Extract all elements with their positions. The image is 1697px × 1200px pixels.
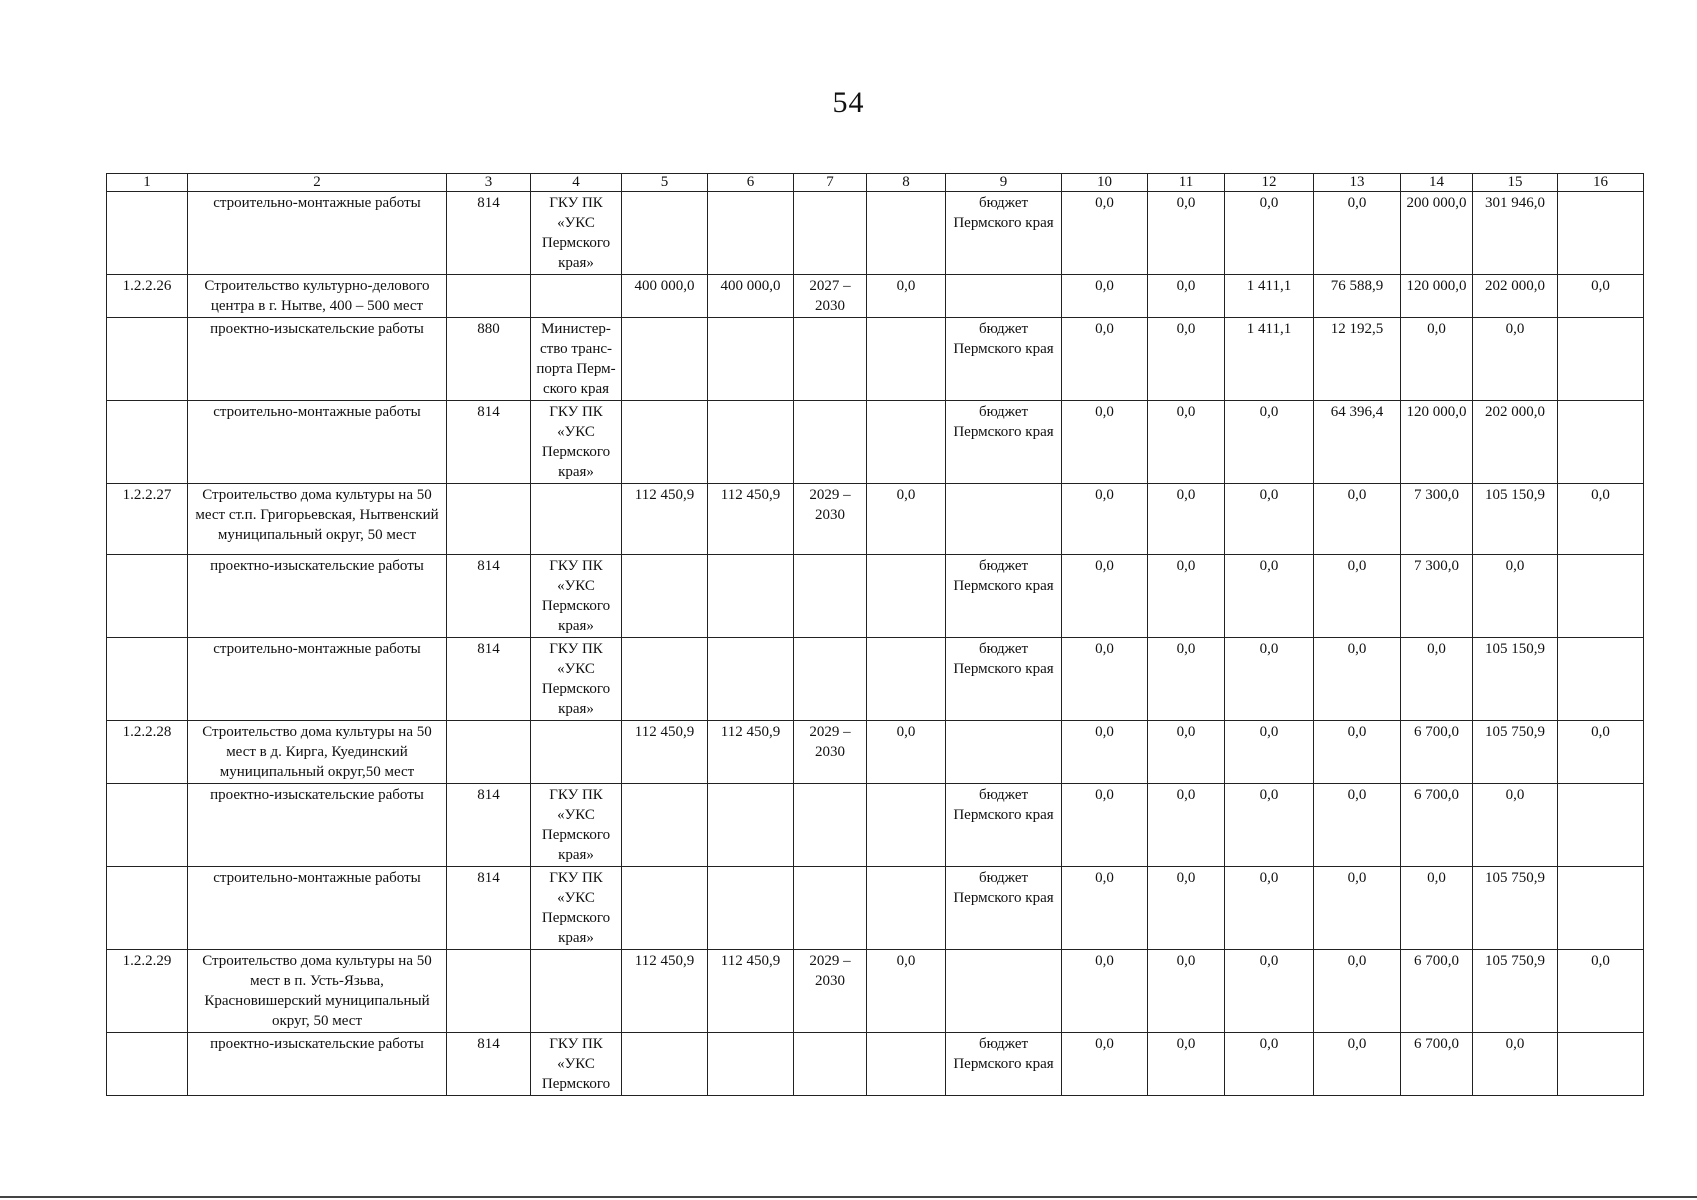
budget-table-container (106, 173, 1644, 1096)
cell-y2022: 0,0 (1062, 555, 1148, 638)
column-number-9: 9 (946, 174, 1062, 192)
cell-y2024: 0,0 (1225, 484, 1314, 555)
cell-name: проектно-изыскательские работы (188, 555, 447, 638)
cell-period (794, 401, 867, 484)
cell-y2025: 64 396,4 (1314, 401, 1401, 484)
cell-period (794, 784, 867, 867)
cell-cost-total: 400 000,0 (622, 275, 708, 318)
cell-name: проектно-изыскательские работы (188, 1033, 447, 1096)
cell-y2026: 0,0 (1401, 867, 1473, 950)
column-number-8: 8 (867, 174, 946, 192)
cell-source: бюджет Пермского края (946, 401, 1062, 484)
cell-y2027: 301 946,0 (1473, 192, 1558, 275)
cell-y2022: 0,0 (1062, 401, 1148, 484)
column-number-1: 1 (107, 174, 188, 192)
cell-grbs (447, 721, 531, 784)
cell-period (794, 192, 867, 275)
cell-y2026: 0,0 (1401, 638, 1473, 721)
cell-y2028: 0,0 (1558, 721, 1644, 784)
table-row (107, 784, 1644, 867)
cell-executor: ГКУ ПК «УКС Пермского края» (531, 192, 622, 275)
cell-grbs: 814 (447, 555, 531, 638)
cell-cost-total: 112 450,9 (622, 484, 708, 555)
cell-y2024: 0,0 (1225, 867, 1314, 950)
cell-code (107, 555, 188, 638)
cell-y2024: 1 411,1 (1225, 318, 1314, 401)
cell-source (946, 484, 1062, 555)
column-number-7: 7 (794, 174, 867, 192)
cell-executor (531, 950, 622, 1033)
cell-y2028: 0,0 (1558, 275, 1644, 318)
cell-period (794, 638, 867, 721)
cell-y2025: 0,0 (1314, 950, 1401, 1033)
cell-cost-total (622, 318, 708, 401)
cell-y2028 (1558, 638, 1644, 721)
cell-y2026: 7 300,0 (1401, 555, 1473, 638)
cell-name: проектно-изыскательские работы (188, 318, 447, 401)
cell-period: 2029 – 2030 (794, 721, 867, 784)
cell-prev-years (867, 784, 946, 867)
cell-y2027: 202 000,0 (1473, 401, 1558, 484)
cell-cost-limit: 112 450,9 (708, 721, 794, 784)
cell-y2024: 0,0 (1225, 721, 1314, 784)
cell-executor: ГКУ ПК «УКС Пермского края» (531, 867, 622, 950)
cell-y2026: 6 700,0 (1401, 784, 1473, 867)
cell-y2025: 0,0 (1314, 484, 1401, 555)
cell-cost-total (622, 192, 708, 275)
cell-cost-limit (708, 318, 794, 401)
cell-prev-years: 0,0 (867, 950, 946, 1033)
cell-y2023: 0,0 (1148, 275, 1225, 318)
cell-executor (531, 484, 622, 555)
cell-name: Строительство культурно-делового центра в г. Нытве, 400 – 500 мест (188, 275, 447, 318)
cell-source: бюджет Пермского края (946, 638, 1062, 721)
cell-y2024: 1 411,1 (1225, 275, 1314, 318)
cell-y2022: 0,0 (1062, 784, 1148, 867)
cell-y2024: 0,0 (1225, 401, 1314, 484)
cell-y2026: 6 700,0 (1401, 950, 1473, 1033)
cell-code (107, 192, 188, 275)
table-row (107, 484, 1644, 555)
cell-y2023: 0,0 (1148, 318, 1225, 401)
cell-y2025: 0,0 (1314, 784, 1401, 867)
table-row (107, 401, 1644, 484)
cell-y2028 (1558, 1033, 1644, 1096)
cell-code (107, 318, 188, 401)
cell-code: 1.2.2.27 (107, 484, 188, 555)
table-row (107, 555, 1644, 638)
cell-y2026: 120 000,0 (1401, 401, 1473, 484)
cell-grbs (447, 484, 531, 555)
cell-cost-total (622, 1033, 708, 1096)
cell-name: Строительство дома культуры на 50 мест в п. Усть-Язьва, Красновишерский муниципальный округ, 50 мест (188, 950, 447, 1033)
cell-cost-limit: 112 450,9 (708, 950, 794, 1033)
cell-y2022: 0,0 (1062, 1033, 1148, 1096)
cell-period (794, 867, 867, 950)
cell-prev-years (867, 867, 946, 950)
cell-y2028: 0,0 (1558, 950, 1644, 1033)
cell-name: Строительство дома культуры на 50 мест в д. Кирга, Куединский муниципальный округ,50 мест (188, 721, 447, 784)
table-row (107, 275, 1644, 318)
cell-cost-total (622, 555, 708, 638)
cell-cost-total: 112 450,9 (622, 950, 708, 1033)
column-number-14: 14 (1401, 174, 1473, 192)
cell-cost-total (622, 784, 708, 867)
cell-name: строительно-монтажные работы (188, 401, 447, 484)
cell-y2027: 0,0 (1473, 784, 1558, 867)
cell-cost-limit (708, 401, 794, 484)
cell-cost-total (622, 401, 708, 484)
cell-executor: ГКУ ПК «УКС Пермского края» (531, 784, 622, 867)
cell-y2023: 0,0 (1148, 721, 1225, 784)
cell-y2023: 0,0 (1148, 950, 1225, 1033)
cell-y2023: 0,0 (1148, 638, 1225, 721)
cell-y2023: 0,0 (1148, 1033, 1225, 1096)
cell-executor: ГКУ ПК «УКС Пермского края» (531, 638, 622, 721)
cell-source (946, 275, 1062, 318)
cell-y2022: 0,0 (1062, 721, 1148, 784)
cell-cost-limit: 112 450,9 (708, 484, 794, 555)
cell-name: Строительство дома культуры на 50 мест ст.п. Григорьевская, Нытвенский муниципальный округ, 50 мест (188, 484, 447, 555)
cell-grbs: 814 (447, 1033, 531, 1096)
cell-executor (531, 275, 622, 318)
cell-name: строительно-монтажные работы (188, 638, 447, 721)
cell-prev-years (867, 638, 946, 721)
cell-y2022: 0,0 (1062, 950, 1148, 1033)
cell-y2027: 105 750,9 (1473, 721, 1558, 784)
cell-y2027: 202 000,0 (1473, 275, 1558, 318)
budget-table (106, 173, 1644, 1096)
cell-source (946, 721, 1062, 784)
cell-y2028 (1558, 867, 1644, 950)
cell-source: бюджет Пермского края (946, 1033, 1062, 1096)
cell-executor (531, 721, 622, 784)
column-number-12: 12 (1225, 174, 1314, 192)
cell-grbs: 814 (447, 867, 531, 950)
column-number-15: 15 (1473, 174, 1558, 192)
cell-cost-total: 112 450,9 (622, 721, 708, 784)
cell-cost-limit (708, 784, 794, 867)
cell-code: 1.2.2.28 (107, 721, 188, 784)
cell-prev-years (867, 555, 946, 638)
cell-y2027: 0,0 (1473, 318, 1558, 401)
cell-y2028 (1558, 784, 1644, 867)
cell-prev-years (867, 401, 946, 484)
cell-cost-limit: 400 000,0 (708, 275, 794, 318)
cell-y2026: 7 300,0 (1401, 484, 1473, 555)
cell-period (794, 555, 867, 638)
table-row (107, 318, 1644, 401)
cell-executor: Министер-ство транс-порта Перм-ского края (531, 318, 622, 401)
cell-y2027: 0,0 (1473, 1033, 1558, 1096)
cell-y2028 (1558, 401, 1644, 484)
column-number-2: 2 (188, 174, 447, 192)
cell-y2025: 0,0 (1314, 867, 1401, 950)
cell-source: бюджет Пермского края (946, 192, 1062, 275)
cell-name: строительно-монтажные работы (188, 867, 447, 950)
cell-y2025: 12 192,5 (1314, 318, 1401, 401)
table-row (107, 1033, 1644, 1096)
cell-y2024: 0,0 (1225, 784, 1314, 867)
table-body (107, 192, 1644, 1096)
cell-grbs: 814 (447, 401, 531, 484)
column-number-13: 13 (1314, 174, 1401, 192)
cell-grbs (447, 950, 531, 1033)
cell-y2023: 0,0 (1148, 555, 1225, 638)
cell-name: строительно-монтажные работы (188, 192, 447, 275)
cell-source: бюджет Пермского края (946, 867, 1062, 950)
cell-prev-years: 0,0 (867, 484, 946, 555)
cell-source (946, 950, 1062, 1033)
cell-y2022: 0,0 (1062, 867, 1148, 950)
cell-y2025: 76 588,9 (1314, 275, 1401, 318)
cell-executor: ГКУ ПК «УКС Пермского края» (531, 555, 622, 638)
cell-y2024: 0,0 (1225, 555, 1314, 638)
cell-y2027: 105 750,9 (1473, 950, 1558, 1033)
cell-prev-years: 0,0 (867, 275, 946, 318)
cell-cost-limit (708, 867, 794, 950)
cell-executor: ГКУ ПК «УКС Пермского края» (531, 401, 622, 484)
cell-y2024: 0,0 (1225, 1033, 1314, 1096)
cell-cost-limit (708, 1033, 794, 1096)
cell-y2024: 0,0 (1225, 950, 1314, 1033)
cell-y2026: 200 000,0 (1401, 192, 1473, 275)
cell-y2025: 0,0 (1314, 638, 1401, 721)
cell-code (107, 784, 188, 867)
cell-y2023: 0,0 (1148, 401, 1225, 484)
column-number-4: 4 (531, 174, 622, 192)
cell-period (794, 318, 867, 401)
column-number-5: 5 (622, 174, 708, 192)
cell-y2026: 6 700,0 (1401, 1033, 1473, 1096)
cell-y2023: 0,0 (1148, 867, 1225, 950)
cell-source: бюджет Пермского края (946, 784, 1062, 867)
cell-y2024: 0,0 (1225, 638, 1314, 721)
column-number-3: 3 (447, 174, 531, 192)
cell-y2023: 0,0 (1148, 784, 1225, 867)
cell-cost-total (622, 638, 708, 721)
cell-code (107, 401, 188, 484)
cell-y2023: 0,0 (1148, 192, 1225, 275)
column-number-16: 16 (1558, 174, 1644, 192)
cell-y2026: 6 700,0 (1401, 721, 1473, 784)
column-number-10: 10 (1062, 174, 1148, 192)
cell-period: 2029 – 2030 (794, 484, 867, 555)
cell-code: 1.2.2.29 (107, 950, 188, 1033)
cell-y2026: 120 000,0 (1401, 275, 1473, 318)
table-row (107, 721, 1644, 784)
cell-y2025: 0,0 (1314, 555, 1401, 638)
cell-cost-limit (708, 555, 794, 638)
cell-y2022: 0,0 (1062, 638, 1148, 721)
cell-cost-limit (708, 638, 794, 721)
table-row (107, 638, 1644, 721)
cell-y2022: 0,0 (1062, 192, 1148, 275)
cell-code (107, 638, 188, 721)
cell-prev-years: 0,0 (867, 721, 946, 784)
cell-code: 1.2.2.26 (107, 275, 188, 318)
table-row (107, 192, 1644, 275)
cell-code (107, 1033, 188, 1096)
column-number-6: 6 (708, 174, 794, 192)
cell-y2027: 105 750,9 (1473, 867, 1558, 950)
cell-y2028 (1558, 192, 1644, 275)
cell-name: проектно-изыскательские работы (188, 784, 447, 867)
cell-y2028 (1558, 318, 1644, 401)
cell-prev-years (867, 318, 946, 401)
table-row (107, 867, 1644, 950)
cell-grbs: 814 (447, 784, 531, 867)
page-number: 54 (832, 86, 865, 119)
cell-source: бюджет Пермского края (946, 555, 1062, 638)
cell-y2025: 0,0 (1314, 721, 1401, 784)
cell-y2028: 0,0 (1558, 484, 1644, 555)
cell-y2024: 0,0 (1225, 192, 1314, 275)
cell-y2023: 0,0 (1148, 484, 1225, 555)
cell-y2022: 0,0 (1062, 318, 1148, 401)
cell-y2027: 0,0 (1473, 555, 1558, 638)
cell-y2027: 105 150,9 (1473, 484, 1558, 555)
cell-executor: ГКУ ПК «УКС Пермского (531, 1033, 622, 1096)
cell-y2025: 0,0 (1314, 1033, 1401, 1096)
cell-cost-limit (708, 192, 794, 275)
scan-bottom-edge (0, 1196, 1697, 1198)
cell-grbs: 814 (447, 192, 531, 275)
cell-y2026: 0,0 (1401, 318, 1473, 401)
cell-grbs (447, 275, 531, 318)
cell-y2028 (1558, 555, 1644, 638)
cell-prev-years (867, 1033, 946, 1096)
cell-period (794, 1033, 867, 1096)
cell-code (107, 867, 188, 950)
cell-y2022: 0,0 (1062, 484, 1148, 555)
cell-source: бюджет Пермского края (946, 318, 1062, 401)
cell-cost-total (622, 867, 708, 950)
column-number-11: 11 (1148, 174, 1225, 192)
cell-y2025: 0,0 (1314, 192, 1401, 275)
cell-period: 2029 – 2030 (794, 950, 867, 1033)
cell-grbs: 880 (447, 318, 531, 401)
cell-grbs: 814 (447, 638, 531, 721)
column-number-row (107, 174, 1644, 192)
cell-period: 2027 – 2030 (794, 275, 867, 318)
cell-prev-years (867, 192, 946, 275)
cell-y2022: 0,0 (1062, 275, 1148, 318)
cell-y2027: 105 150,9 (1473, 638, 1558, 721)
table-row (107, 950, 1644, 1033)
